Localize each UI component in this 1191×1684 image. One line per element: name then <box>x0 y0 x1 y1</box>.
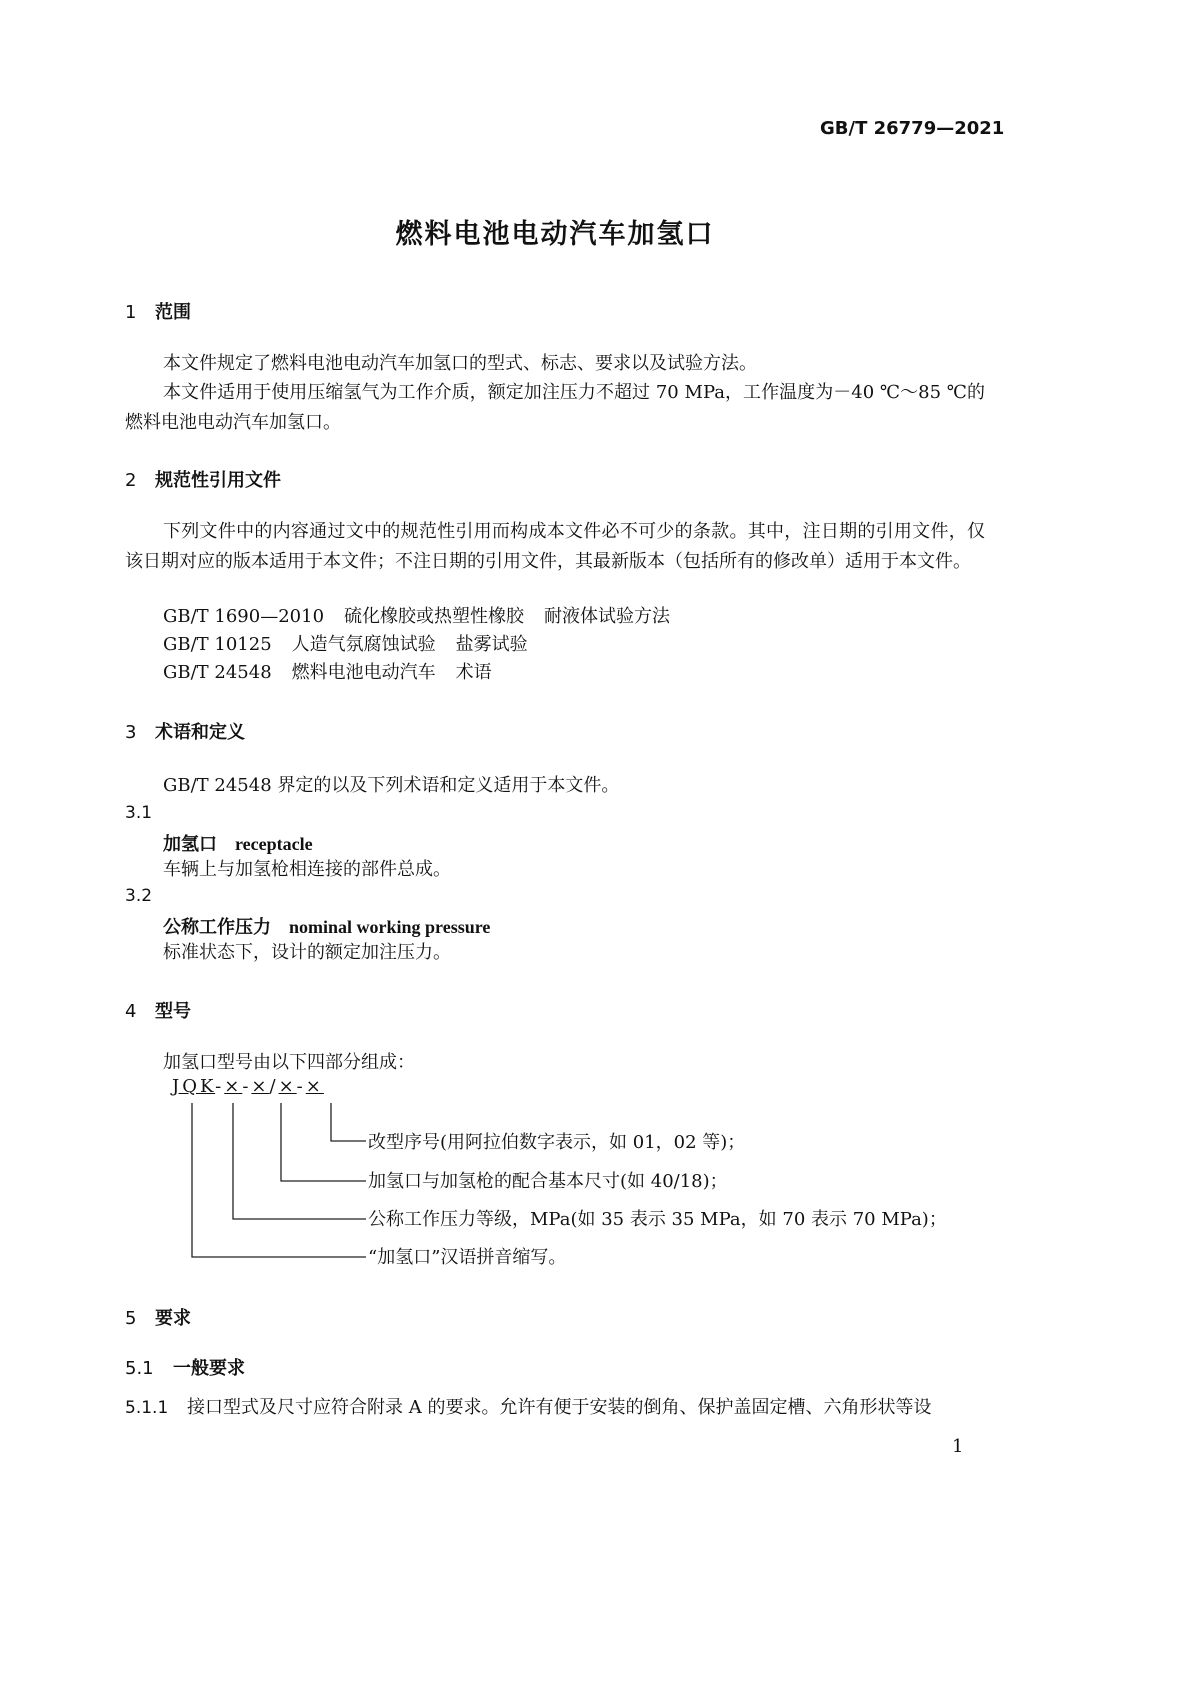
model-size-placeholder-a: × <box>251 1076 270 1097</box>
clause-number: 5.1.1 <box>125 1398 169 1418</box>
model-size-placeholder-b: × <box>278 1076 297 1097</box>
subsection-title: 一般要求 <box>173 1358 245 1379</box>
term-chinese: 公称工作压力 <box>163 917 271 938</box>
term-3-1-number: 3.1 <box>125 803 153 823</box>
term-3-2-definition: 标准状态下，设计的额定加注压力。 <box>163 942 451 963</box>
term-chinese: 加氢口 <box>163 834 217 855</box>
clause-5-1-1 <box>125 1393 931 1423</box>
reference-title: 硫化橡胶或热塑性橡胶 <box>344 606 525 627</box>
section-3-paragraph-1: GB/T 24548 界定的以及下列术语和定义适用于本文件。 <box>163 775 620 796</box>
standard-number: GB/T 26779—2021 <box>820 118 1005 139</box>
model-prefix: JQK <box>172 1076 216 1097</box>
section-1-paragraph-2: 本文件适用于使用压缩氢气为工作介质，额定加注压力不超过 70 MPa，工作温度为－40 ℃～85 ℃的燃料电池电动汽车加氢口。 <box>125 382 985 433</box>
section-number: 2 <box>125 470 137 491</box>
section-1-paragraph-1: 本文件规定了燃料电池电动汽车加氢口的型式、标志、要求以及试验方法。 <box>163 353 757 374</box>
reference-subtitle: 耐液体试验方法 <box>544 606 671 627</box>
section-2-paragraph-1: 下列文件中的内容通过文中的规范性引用而构成本文件必不可少的条款。其中，注日期的引用文件，仅该日期对应的版本适用于本文件；不注日期的引用文件，其最新版本（包括所有的修改单）适用于本文件。 <box>125 521 985 572</box>
page-number: 1 <box>952 1436 964 1457</box>
section-number: 1 <box>125 302 137 323</box>
reference-subtitle: 术语 <box>455 662 492 683</box>
document-title: 燃料电池电动汽车加氢口 <box>395 219 715 250</box>
subsection-number: 5.1 <box>125 1358 154 1379</box>
reference-code: GB/T 1690—2010 <box>163 606 325 627</box>
legend-prefix: “加氢口”汉语拼音缩写。 <box>368 1247 567 1268</box>
model-separator: - <box>242 1076 252 1097</box>
reference-title: 燃料电池电动汽车 <box>291 662 436 683</box>
model-separator: - <box>215 1076 225 1097</box>
model-revision-placeholder: × <box>305 1076 324 1097</box>
leader-line-pressure <box>233 1103 366 1219</box>
term-3-2-number: 3.2 <box>125 886 153 906</box>
term-3-1-definition: 车辆上与加氢枪相连接的部件总成。 <box>163 859 451 880</box>
section-title: 术语和定义 <box>155 722 245 743</box>
leader-line-revision <box>331 1103 366 1141</box>
section-title: 范围 <box>155 302 191 323</box>
subsection-5-1-heading <box>125 1354 245 1380</box>
reference-code: GB/T 10125 <box>163 634 272 655</box>
legend-pressure: 公称工作压力等级，MPa(如 35 表示 35 MPa，如 70 表示 70 MPa)； <box>368 1209 947 1230</box>
reference-code: GB/T 24548 <box>163 662 272 683</box>
model-slash: / <box>269 1076 279 1097</box>
reference-title: 人造气氛腐蚀试验 <box>291 634 436 655</box>
leader-line-prefix <box>192 1103 366 1257</box>
section-4-paragraph-1: 加氢口型号由以下四部分组成： <box>163 1052 415 1073</box>
reference-subtitle: 盐雾试验 <box>455 634 528 655</box>
model-separator: - <box>296 1076 306 1097</box>
section-5-heading <box>125 1304 191 1330</box>
section-title: 型号 <box>155 1001 191 1022</box>
section-number: 5 <box>125 1308 137 1329</box>
legend-revision: 改型序号(用阿拉伯数字表示，如 01，02 等)； <box>368 1132 746 1153</box>
term-english: receptacle <box>235 834 313 854</box>
section-number: 3 <box>125 722 137 743</box>
clause-text: 接口型式及尺寸应符合附录 A 的要求。允许有便于安装的倒角、保护盖固定槽、六角形状等设 <box>187 1397 932 1418</box>
section-title: 要求 <box>155 1308 191 1329</box>
model-pressure-placeholder: × <box>224 1076 243 1097</box>
legend-size: 加氢口与加氢枪的配合基本尺寸(如 40/18)； <box>368 1171 728 1192</box>
term-english: nominal working pressure <box>289 917 491 937</box>
section-number: 4 <box>125 1001 137 1022</box>
leader-line-size <box>281 1103 366 1181</box>
section-title: 规范性引用文件 <box>155 470 281 491</box>
